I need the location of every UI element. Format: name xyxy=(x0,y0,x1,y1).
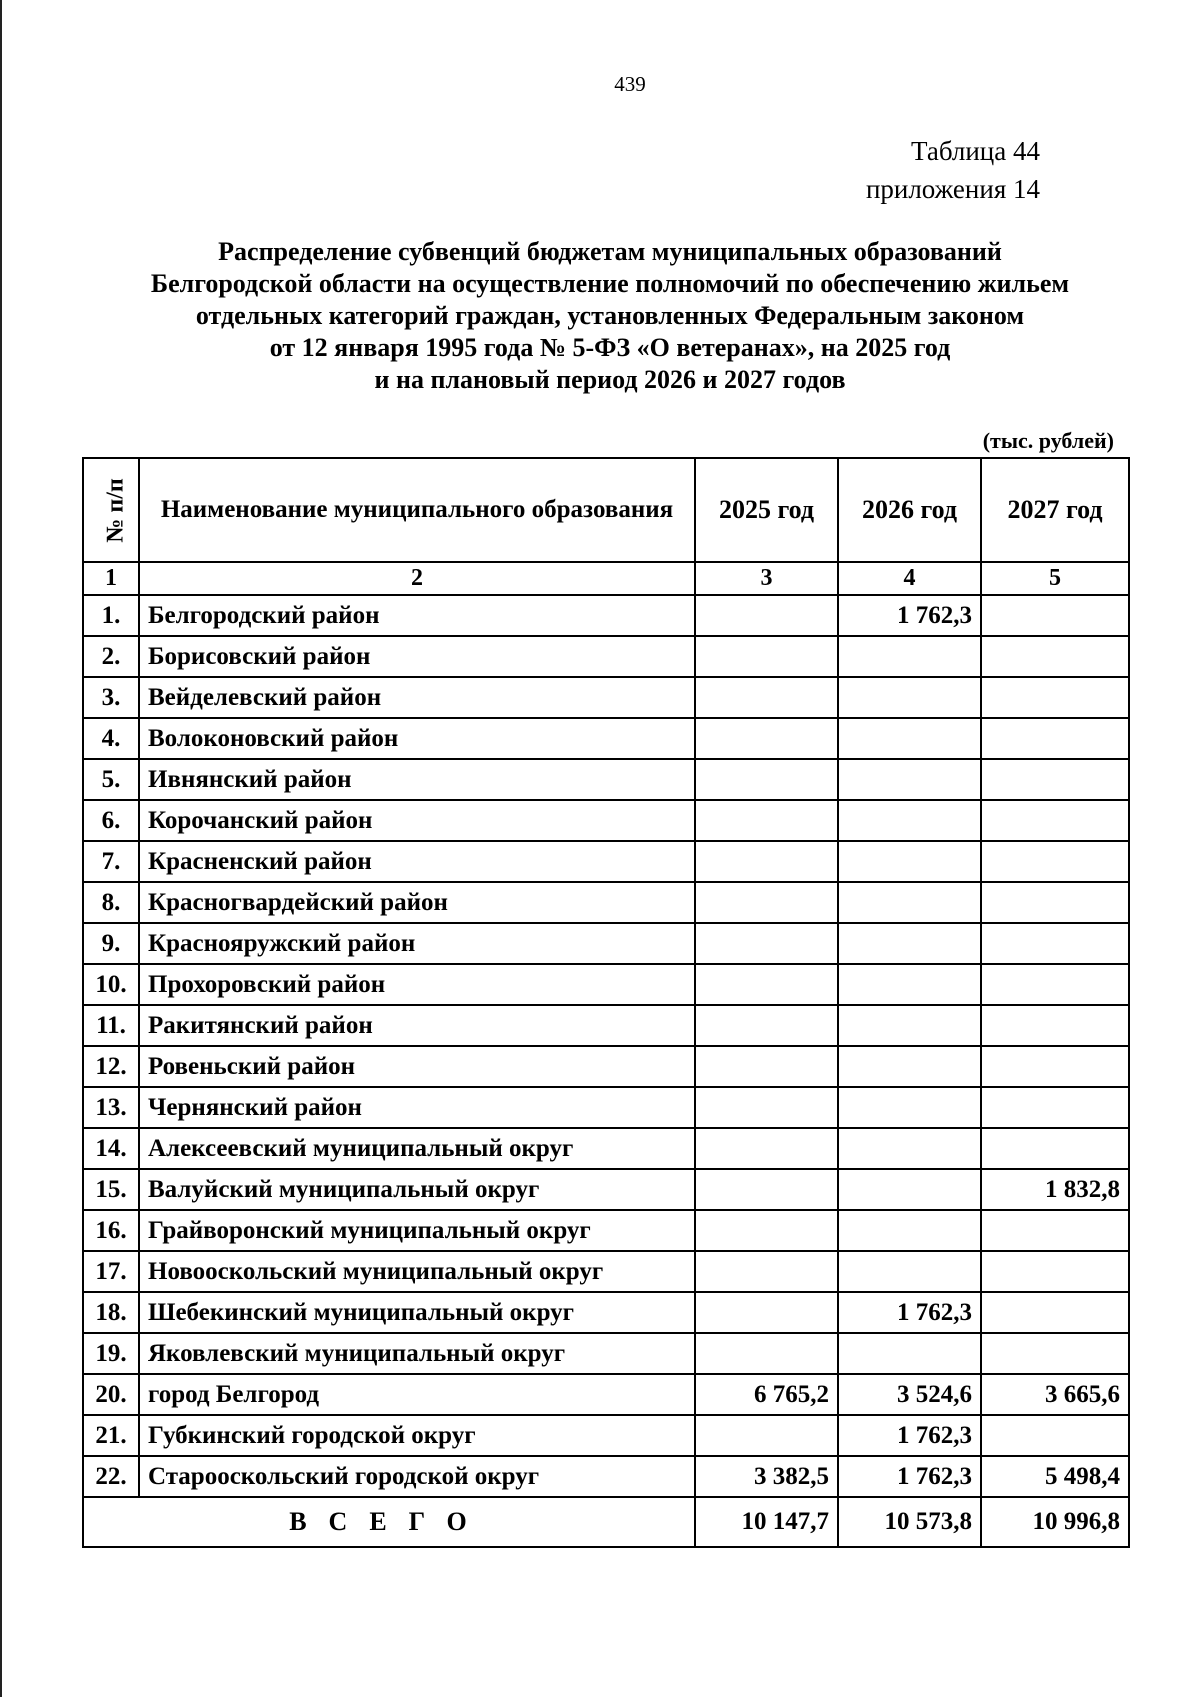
row-number: 18. xyxy=(83,1292,139,1333)
table-row xyxy=(83,1128,1129,1169)
value-2027: 5 498,4 xyxy=(981,1456,1129,1497)
row-number: 15. xyxy=(83,1169,139,1210)
row-number: 2. xyxy=(83,636,139,677)
value-2026 xyxy=(838,1210,981,1251)
title-line: отдельных категорий граждан, установленных Федеральным законом xyxy=(195,301,1025,330)
row-number: 1. xyxy=(83,595,139,636)
table-row xyxy=(83,923,1129,964)
municipality-name: Борисовский район xyxy=(139,636,695,677)
municipality-name: Губкинский городской округ xyxy=(139,1415,695,1456)
table-row xyxy=(83,1251,1129,1292)
title-line: Белгородской области на осуществление полномочий по обеспечению жильем xyxy=(150,269,1070,298)
value-2025: 6 765,2 xyxy=(695,1374,838,1415)
value-2027 xyxy=(981,759,1129,800)
municipality-name: Ивнянский район xyxy=(139,759,695,800)
column-number: 5 xyxy=(981,562,1129,595)
value-2026 xyxy=(838,1128,981,1169)
value-2026 xyxy=(838,677,981,718)
municipality-name: Красненский район xyxy=(139,841,695,882)
row-number: 10. xyxy=(83,964,139,1005)
table-row xyxy=(83,1087,1129,1128)
title-line: и на плановый период 2026 и 2027 годов xyxy=(374,365,846,394)
header-row xyxy=(83,458,1129,562)
column-number: 3 xyxy=(695,562,838,595)
municipality-name: Ракитянский район xyxy=(139,1005,695,1046)
table-row xyxy=(83,1456,1129,1497)
value-2027 xyxy=(981,800,1129,841)
table-row xyxy=(83,1210,1129,1251)
value-2027 xyxy=(981,1333,1129,1374)
value-2026 xyxy=(838,1251,981,1292)
municipality-name: Валуйский муниципальный округ xyxy=(139,1169,695,1210)
value-2025 xyxy=(695,1292,838,1333)
value-2026 xyxy=(838,882,981,923)
value-2026: 1 762,3 xyxy=(838,1415,981,1456)
row-number: 14. xyxy=(83,1128,139,1169)
table-row xyxy=(83,1292,1129,1333)
page-number: 439 xyxy=(614,72,646,96)
municipality-name: Вейделевский район xyxy=(139,677,695,718)
value-2027 xyxy=(981,1128,1129,1169)
row-number: 7. xyxy=(83,841,139,882)
row-number: 3. xyxy=(83,677,139,718)
value-2026: 1 762,3 xyxy=(838,595,981,636)
row-number: 5. xyxy=(83,759,139,800)
value-2027 xyxy=(981,595,1129,636)
value-2025 xyxy=(695,1005,838,1046)
table-row xyxy=(83,1415,1129,1456)
subsidy-table xyxy=(82,457,1130,1548)
table-label-line: приложения 14 xyxy=(865,174,1040,204)
table-label-line: Таблица 44 xyxy=(911,136,1040,166)
value-2025 xyxy=(695,1046,838,1087)
municipality-name: Алексеевский муниципальный округ xyxy=(139,1128,695,1169)
value-2027 xyxy=(981,882,1129,923)
value-2025 xyxy=(695,759,838,800)
value-2026: 3 524,6 xyxy=(838,1374,981,1415)
municipality-name: Корочанский район xyxy=(139,800,695,841)
value-2027 xyxy=(981,1087,1129,1128)
total-2027: 10 996,8 xyxy=(981,1497,1129,1547)
value-2025 xyxy=(695,1169,838,1210)
title-line: от 12 января 1995 года № 5-ФЗ «О ветеранах», на 2025 год xyxy=(269,333,951,362)
row-number: 4. xyxy=(83,718,139,759)
value-2025: 3 382,5 xyxy=(695,1456,838,1497)
value-2027 xyxy=(981,718,1129,759)
value-2026 xyxy=(838,841,981,882)
value-2025 xyxy=(695,800,838,841)
value-2027: 1 832,8 xyxy=(981,1169,1129,1210)
value-2026 xyxy=(838,1333,981,1374)
value-2026 xyxy=(838,1005,981,1046)
table-row xyxy=(83,841,1129,882)
value-2025 xyxy=(695,1128,838,1169)
value-2026 xyxy=(838,636,981,677)
header-2025: 2025 год xyxy=(695,458,838,562)
municipality-name: город Белгород xyxy=(139,1374,695,1415)
value-2025 xyxy=(695,718,838,759)
table-row xyxy=(83,1374,1129,1415)
value-2027 xyxy=(981,1210,1129,1251)
table-row xyxy=(83,964,1129,1005)
value-2027 xyxy=(981,1251,1129,1292)
value-2026 xyxy=(838,964,981,1005)
value-2026 xyxy=(838,718,981,759)
value-2025 xyxy=(695,1210,838,1251)
total-2026: 10 573,8 xyxy=(838,1497,981,1547)
document-title xyxy=(80,236,1140,396)
value-2026 xyxy=(838,1046,981,1087)
row-number: 22. xyxy=(83,1456,139,1497)
value-2026 xyxy=(838,1087,981,1128)
row-number: 6. xyxy=(83,800,139,841)
value-2025 xyxy=(695,1333,838,1374)
value-2025 xyxy=(695,882,838,923)
value-2025 xyxy=(695,595,838,636)
table-row xyxy=(83,759,1129,800)
header-name: Наименование муниципального образования xyxy=(139,458,695,562)
row-number: 8. xyxy=(83,882,139,923)
value-2027 xyxy=(981,923,1129,964)
value-2027 xyxy=(981,1415,1129,1456)
value-2027 xyxy=(981,677,1129,718)
municipality-name: Старооскольский городской округ xyxy=(139,1456,695,1497)
row-number: 19. xyxy=(83,1333,139,1374)
municipality-name: Прохоровский район xyxy=(139,964,695,1005)
municipality-name: Новооскольский муниципальный округ xyxy=(139,1251,695,1292)
municipality-name: Чернянский район xyxy=(139,1087,695,1128)
municipality-name: Волоконовский район xyxy=(139,718,695,759)
header-num: № п/п xyxy=(83,458,139,562)
table-row xyxy=(83,595,1129,636)
value-2027 xyxy=(981,964,1129,1005)
header-2026: 2026 год xyxy=(838,458,981,562)
row-number: 12. xyxy=(83,1046,139,1087)
row-number: 16. xyxy=(83,1210,139,1251)
total-2025: 10 147,7 xyxy=(695,1497,838,1547)
municipality-name: Красногвардейский район xyxy=(139,882,695,923)
column-number: 2 xyxy=(139,562,695,595)
column-number-row xyxy=(83,562,1129,595)
value-2025 xyxy=(695,677,838,718)
municipality-name: Яковлевский муниципальный округ xyxy=(139,1333,695,1374)
title-line: Распределение субвенций бюджетам муниципальных образований xyxy=(218,237,1002,266)
value-2027 xyxy=(981,1046,1129,1087)
value-2026 xyxy=(838,800,981,841)
value-2027: 3 665,6 xyxy=(981,1374,1129,1415)
value-2025 xyxy=(695,841,838,882)
total-label: ВСЕГО xyxy=(83,1497,695,1547)
value-2025 xyxy=(695,636,838,677)
total-row xyxy=(83,1497,1129,1547)
value-2027 xyxy=(981,1292,1129,1333)
value-2027 xyxy=(981,1005,1129,1046)
municipality-name: Краснояружский район xyxy=(139,923,695,964)
table-label xyxy=(740,132,1040,208)
value-2026 xyxy=(838,759,981,800)
column-number: 1 xyxy=(83,562,139,595)
municipality-name: Ровеньский район xyxy=(139,1046,695,1087)
table-row xyxy=(83,1046,1129,1087)
table-row xyxy=(83,800,1129,841)
value-2025 xyxy=(695,1415,838,1456)
value-2025 xyxy=(695,923,838,964)
table-row xyxy=(83,1005,1129,1046)
table-row xyxy=(83,718,1129,759)
table-row xyxy=(83,1169,1129,1210)
value-2025 xyxy=(695,964,838,1005)
row-number: 21. xyxy=(83,1415,139,1456)
row-number: 20. xyxy=(83,1374,139,1415)
row-number: 13. xyxy=(83,1087,139,1128)
header-2027: 2027 год xyxy=(981,458,1129,562)
value-2027 xyxy=(981,841,1129,882)
value-2026 xyxy=(838,1169,981,1210)
table-row xyxy=(83,1333,1129,1374)
table-row xyxy=(83,636,1129,677)
value-2025 xyxy=(695,1087,838,1128)
value-2027 xyxy=(981,636,1129,677)
row-number: 17. xyxy=(83,1251,139,1292)
value-2026: 1 762,3 xyxy=(838,1292,981,1333)
row-number: 11. xyxy=(83,1005,139,1046)
municipality-name: Грайворонский муниципальный округ xyxy=(139,1210,695,1251)
municipality-name: Белгородский район xyxy=(139,595,695,636)
value-2026: 1 762,3 xyxy=(838,1456,981,1497)
municipality-name: Шебекинский муниципальный округ xyxy=(139,1292,695,1333)
column-number: 4 xyxy=(838,562,981,595)
value-2026 xyxy=(838,923,981,964)
table-row xyxy=(83,882,1129,923)
table-row xyxy=(83,677,1129,718)
page-edge-line xyxy=(0,0,2,1697)
value-2025 xyxy=(695,1251,838,1292)
row-number: 9. xyxy=(83,923,139,964)
units-note: (тыс. рублей) xyxy=(982,428,1114,453)
